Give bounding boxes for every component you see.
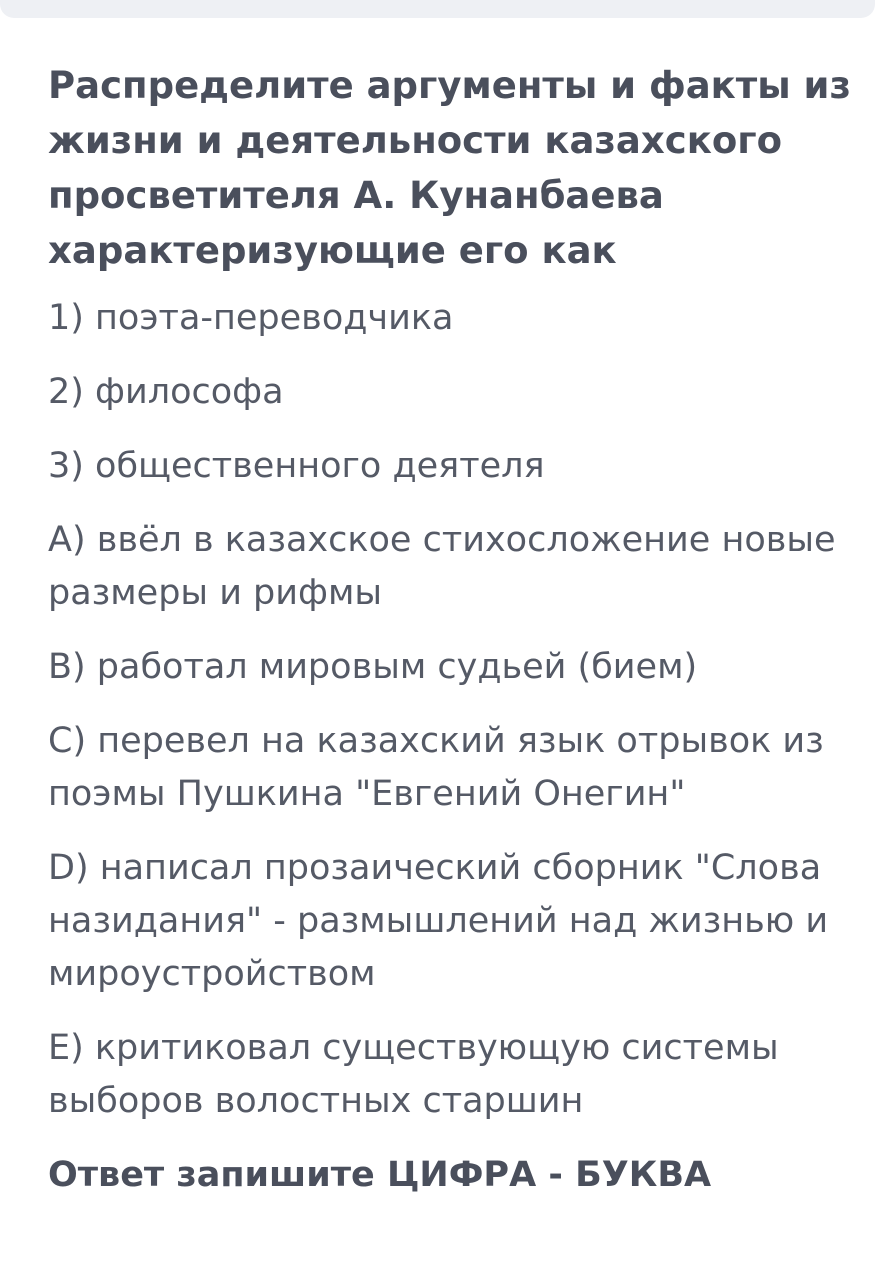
fact-item: D) написал прозаический сборник "Слова назидания" - размышлений над жизнью и мироустройством: [48, 848, 829, 994]
fact-item: B) работал мировым судьей (бием): [48, 647, 698, 687]
fact-item: E) критиковал существующую системы выборов волостных старшин: [48, 1028, 779, 1121]
fact-item: C) перевел на казахский язык отрывок из поэмы Пушкина "Евгений Онегин": [48, 721, 824, 814]
category-item: 2) философа: [48, 372, 284, 412]
question-title: Распределите аргументы и факты из жизни и деятельности казахского просветителя А. Кунанбаева характеризующие его как: [48, 64, 851, 272]
answer-instruction: Ответ запишите ЦИФРА - БУКВА: [48, 1155, 712, 1195]
question-card: [48, 58, 868, 1202]
fact-item: A) ввёл в казахское стихосложение новые размеры и рифмы: [48, 520, 836, 613]
top-bar: [0, 0, 875, 18]
category-item: 3) общественного деятеля: [48, 446, 545, 486]
category-item: 1) поэта-переводчика: [48, 298, 454, 338]
